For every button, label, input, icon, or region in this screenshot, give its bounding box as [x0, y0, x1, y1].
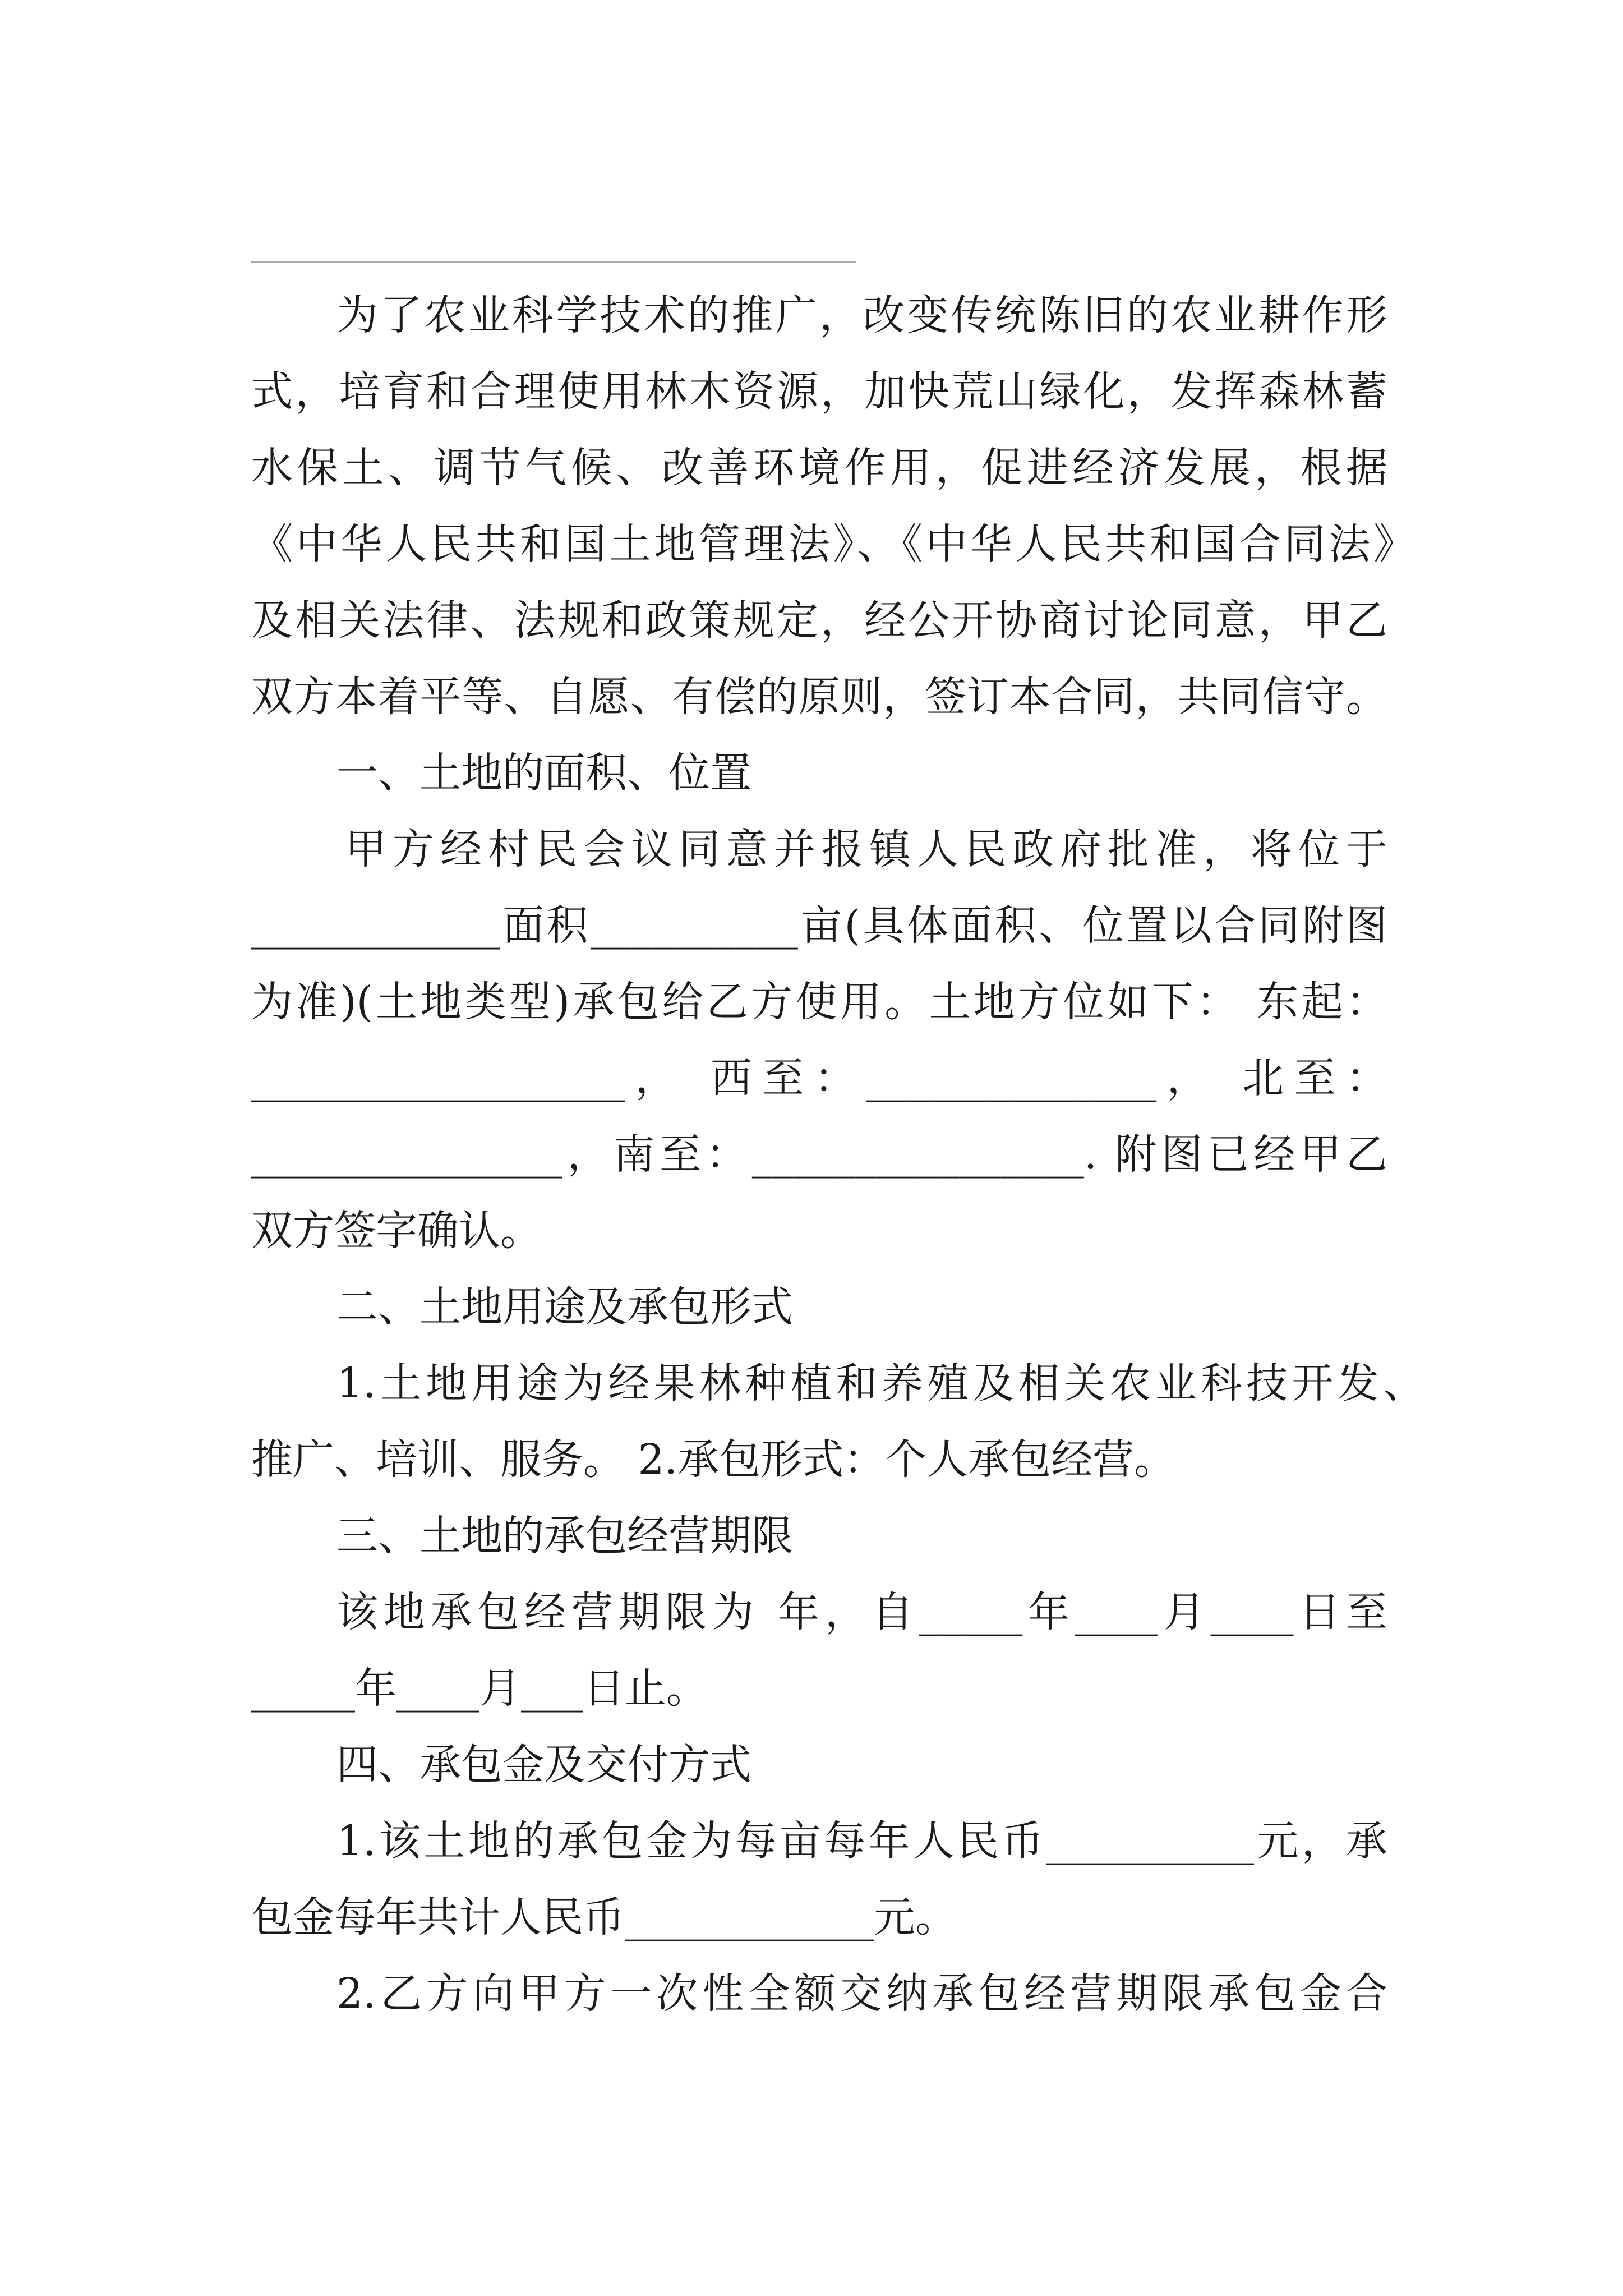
paragraph-line: 双方签字确认。	[251, 1207, 542, 1255]
section-heading: 四、承包金及交付方式	[336, 1741, 751, 1789]
paragraph-line: 2.乙方向甲方一次性全额交纳承包经营期限承包金合	[336, 1970, 1387, 2018]
paragraph-line: 及相关法律、法规和政策规定，经公开协商讨论同意，甲乙	[251, 596, 1387, 645]
paragraph-line: 1.土地用途为经果林种植和养殖及相关农业科技开发、	[336, 1359, 1424, 1407]
paragraph-line: ____________面积__________亩(具体面积、位置以合同附图	[251, 901, 1387, 950]
paragraph-line: 式，培育和合理使用林木资源，加快荒山绿化，发挥森林蓄	[251, 367, 1387, 416]
paragraph-line: 包金每年共计人民币____________元。	[251, 1893, 957, 1941]
paragraph-line: 《中华人民共和国土地管理法》、《中华人民共和国合同法》	[251, 520, 1415, 568]
paragraph-line: 为准)(土地类型)承包给乙方使用。土地方位如下： 东起：	[251, 978, 1387, 1026]
paragraph-line: 推广、培训、服务。 2.承包形式：个人承包经营。	[251, 1435, 1176, 1484]
section-heading: 二、土地用途及承包形式	[336, 1283, 793, 1331]
paragraph-line: 为了农业科学技术的推广，改变传统陈旧的农业耕作形	[336, 291, 1387, 339]
paragraph-line: _____年____月___日止。	[251, 1664, 708, 1713]
paragraph-line: 双方本着平等、自愿、有偿的原则，签订本合同，共同信守。	[251, 673, 1387, 721]
paragraph-line: _______________，南至：________________. 附图已经甲乙	[251, 1130, 1387, 1179]
section-heading: 三、土地的承包经营期限	[336, 1512, 793, 1560]
section-heading: 一、土地的面积、位置	[336, 749, 751, 797]
header-rule	[251, 261, 856, 263]
paragraph-line: 1.该土地的承包金为每亩每年人民币__________元，承	[336, 1817, 1387, 1865]
paragraph-line: 该地承包经营期限为 年，自_____年____月____日至	[336, 1588, 1387, 1636]
paragraph-line: 甲方经村民会议同意并报镇人民政府批准，将位于	[345, 825, 1387, 873]
paragraph-line: __________________， 西至：______________， 北至：	[251, 1054, 1387, 1102]
paragraph-line: 水保土、调节气候、改善环境作用，促进经济发展，根据	[251, 444, 1387, 492]
